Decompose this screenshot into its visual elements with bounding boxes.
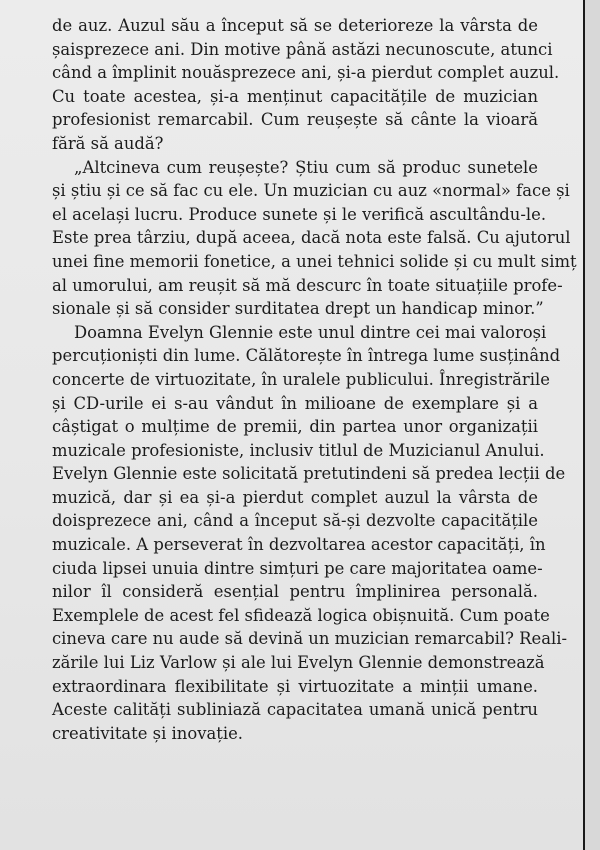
text-line: Exemplele de acest fel sfidează logica obișnuită. Cum poate <box>52 605 550 625</box>
background-outside-page <box>585 0 600 850</box>
paragraph-1 <box>52 14 560 156</box>
text-line: Aceste calități subliniază capacitatea umană unică pentru <box>52 700 538 720</box>
text-line: și știu și ce să fac cu ele. Un muzician cu auz «normal» face și <box>52 181 570 201</box>
text-line: de auz. Auzul său a început să se deterioreze la vârsta de <box>52 16 538 35</box>
text-line: nilor îl consideră esențial pentru împlinirea personală. <box>52 582 538 602</box>
paragraph-2 <box>52 156 577 321</box>
text-line: și CD-urile ei s-au vândut în milioane de exemplare și a <box>52 393 538 413</box>
text-line: Doamna Evelyn Glennie este unul dintre cei mai valoroși <box>74 322 547 342</box>
text-line: când a împlinit nouăsprezece ani, și-a pierdut complet auzul. <box>52 63 560 83</box>
paragraph-3 <box>52 321 568 746</box>
text-line: al umorului, am reușit să mă descurc în toate situațiile profe- <box>52 275 563 295</box>
text-line: fără să audă? <box>52 133 164 153</box>
text-line: Evelyn Glennie este solicitată pretutindeni să predea lecții de <box>52 464 566 484</box>
text-line: zările lui Liz Varlow și ale lui Evelyn Glennie demonstrează <box>52 653 545 673</box>
text-line: câștigat o mulțime de premii, din partea unor organizații <box>52 417 538 437</box>
text-line: el același lucru. Produce sunete și le verifică ascultându-le. <box>52 204 547 224</box>
text-line: muzicale. A perseverat în dezvoltarea acestor capacități, în <box>52 535 546 555</box>
text-line: profesionist remarcabil. Cum reușește să cânte la vioară <box>52 110 538 130</box>
text-line: extraordinara flexibilitate și virtuozitate a minții umane. <box>52 676 538 696</box>
text-line: Este prea târziu, după aceea, dacă nota este falsă. Cu ajutorul <box>52 228 571 248</box>
text-line: concerte de virtuozitate, în uralele publicului. Înregistrările <box>52 369 550 389</box>
text-line: muzică, dar și ea și-a pierdut complet auzul la vârsta de <box>52 487 538 507</box>
text-line: sionale și să consider surditatea drept un handicap minor.” <box>52 299 544 319</box>
text-line: percuționiști din lume. Călătorește în întrega lume susținând <box>52 346 561 366</box>
text-line: „Altcineva cum reușește? Știu cum să produc sunetele <box>74 157 538 177</box>
text-line: ciuda lipsei unuia dintre simțuri pe care majoritatea oame- <box>52 558 543 578</box>
body-text <box>52 14 577 745</box>
text-line: doisprezece ani, când a început să-și dezvolte capacitățile <box>52 511 538 531</box>
text-line: Cu toate acestea, și-a menținut capacitățile de muzician <box>52 86 538 106</box>
text-line: cineva care nu aude să devină un muzician remarcabil? Reali- <box>52 629 568 649</box>
text-line: creativitate și inovație. <box>52 723 243 743</box>
text-line: muzicale profesioniste, inclusiv titlul de Muzicianul Anului. <box>52 440 545 460</box>
text-line: șaisprezece ani. Din motive până astăzi necunoscute, atunci <box>52 39 553 59</box>
text-line: unei fine memorii fonetice, a unei tehnici solide și cu mult simț <box>52 251 577 271</box>
